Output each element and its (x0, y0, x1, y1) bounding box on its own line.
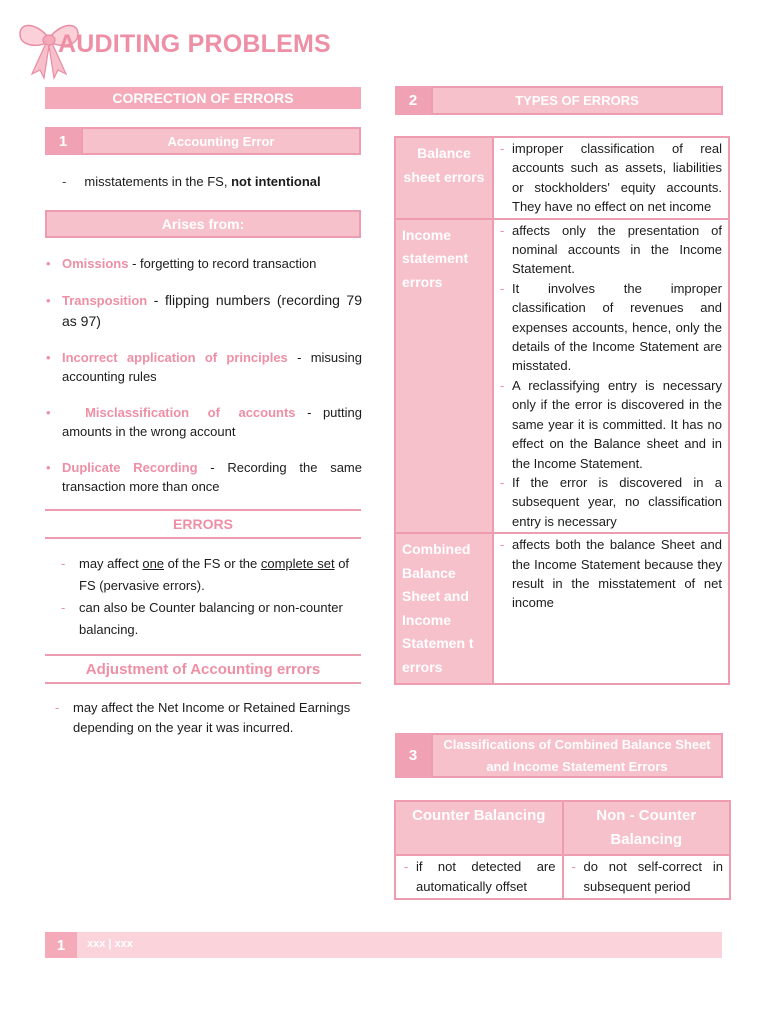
list-item: • Incorrect application of principles - misusing accounting rules (46, 349, 362, 384)
classifications-table (394, 800, 731, 900)
page-title: AUDITING PROBLEMS (58, 30, 331, 58)
table-cell: - if not detected are automatically offset (404, 859, 556, 894)
table-row (396, 218, 728, 533)
row-label: Income statement errors (396, 220, 492, 533)
list-item: - A reclassifying entry is necessary only if the error is discovered in the same year it is committed. It has no effect on the Balance sheet and in the Income Statement. (500, 377, 722, 471)
table-row (396, 854, 729, 898)
definition-bold: not intentional (231, 174, 321, 189)
section-label: Classifications of Combined Balance Sheet and Income Statement Errors (431, 733, 723, 778)
row-label: Balance sheet errors (396, 138, 492, 218)
adjustment-header: Adjustment of Accounting errors (45, 654, 361, 684)
column-header: Non - Counter Balancing (562, 802, 730, 854)
row-label: Combined Balance Sheet and Income Statemen t errors (396, 534, 492, 683)
errors-header: ERRORS (45, 509, 361, 539)
table-cell: - do not self-correct in subsequent period (562, 856, 730, 898)
list-item: • Duplicate Recording - Recording the same transaction more than once (46, 459, 362, 494)
section-number: 3 (395, 733, 431, 778)
section-1-header (45, 127, 361, 155)
list-item: - may affect the Net Income or Retained Earnings depending on the year it was incurred. (55, 700, 351, 735)
list-item: - If the error is discovered in a subsequent year, no classification entry is necessary (500, 474, 722, 529)
list-item: - improper classification of real accounts such as assets, liabilities or stockholders' equity accounts. They have no effect on net income (500, 141, 722, 215)
section-2-header (395, 86, 723, 115)
table-row (396, 138, 728, 218)
accounting-error-definition: - misstatements in the FS, not intentional (62, 174, 321, 189)
row-description (492, 220, 728, 533)
types-of-errors-table (394, 136, 730, 685)
definition-text: misstatements in the FS, (84, 174, 232, 189)
row-description (492, 534, 728, 683)
adjustment-list (55, 698, 355, 738)
list-item: - affects only the presentation of nominal accounts in the Income Statement. (500, 222, 722, 277)
list-item: - may affect one of the FS or the complete set of FS (pervasive errors). (61, 556, 350, 593)
section-label: Accounting Error (81, 127, 361, 155)
section-number: 1 (45, 127, 81, 155)
footer-text: xxx | xxx (87, 938, 133, 950)
arises-from-header: Arises from: (45, 210, 361, 238)
table-row (396, 532, 728, 683)
list-item: • Omissions - forgetting to record transaction (46, 256, 317, 271)
correction-of-errors-header: CORRECTION OF ERRORS (45, 87, 361, 109)
page-number: 1 (45, 932, 77, 958)
column-header: Counter Balancing (396, 802, 562, 854)
list-item: - It involves the improper classification of revenues and expenses accounts, hence, only the details of the Income Statement are misstated. (500, 280, 722, 374)
section-label: TYPES OF ERRORS (431, 86, 723, 115)
page-footer (45, 932, 722, 958)
list-item: - affects both the balance Sheet and the Income Statement because they result in the misstatement of net income (500, 537, 722, 611)
section-number: 2 (395, 86, 431, 115)
errors-list (61, 553, 361, 641)
list-item: • Misclassification of accounts - putting amounts in the wrong account (46, 404, 362, 439)
list-item: • Transposition - flipping numbers (recording 79 as 97) (46, 291, 362, 329)
section-3-header (395, 733, 723, 778)
list-item: - can also be Counter balancing or non-counter balancing. (61, 600, 343, 637)
arises-from-list (45, 254, 362, 497)
table-header-row (396, 802, 729, 854)
row-description (492, 138, 728, 218)
